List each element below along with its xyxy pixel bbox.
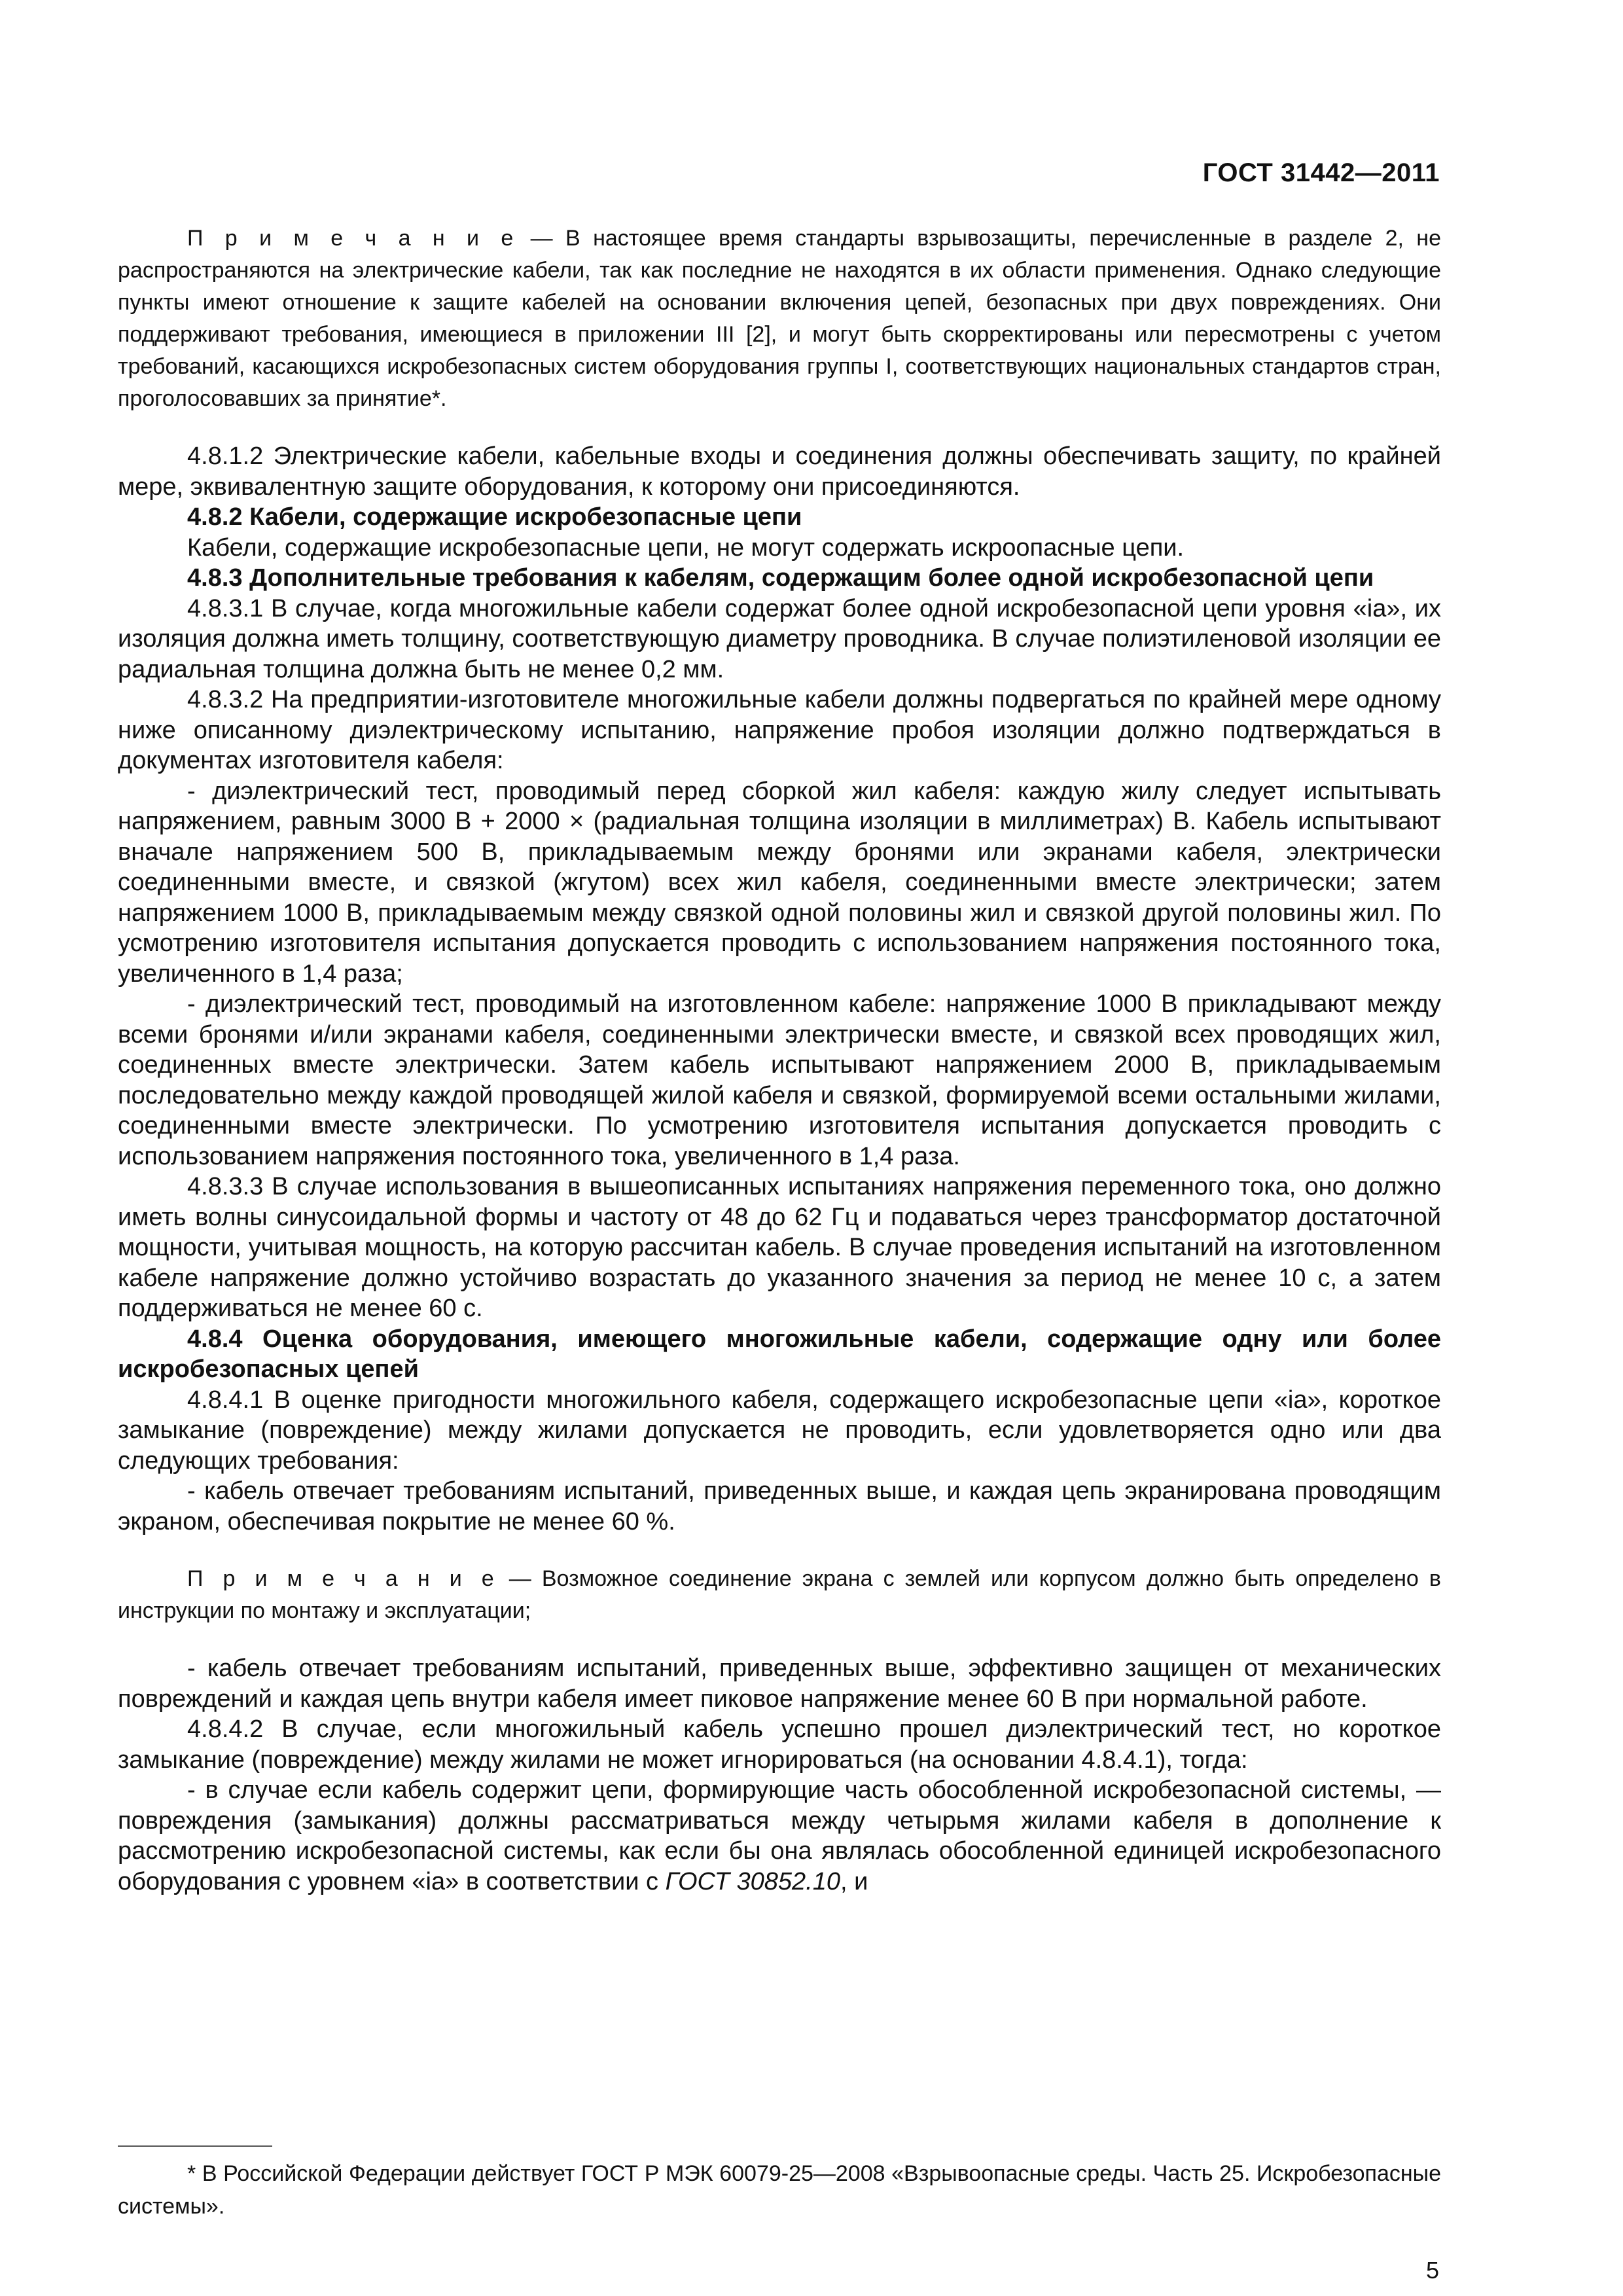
list-item-protected-cable: - кабель отвечает требованиям испытаний, приведенных выше, эффективно защищен от механических повреждений и каждая цепь внутри кабеля имеет пиковое напряжение менее 60 В при нормальной работе. — [118, 1655, 1441, 1713]
list-item-isolated-system — [118, 1775, 1441, 1897]
footnote: * В Российской Федерации действует ГОСТ Р МЭК 60079-25—2008 «Взрывоопасные среды. Часть 25. Искробезопасные системы». — [118, 2161, 1441, 2219]
note-text: — Возможное соединение экрана с землей или корпусом должно быть определено в инструкции по монтажу и эксплуатации; — [118, 1566, 1441, 1623]
page-body — [118, 223, 1441, 1897]
clause-4-8-1-2: 4.8.1.2 Электрические кабели, кабельные входы и соединения должны обеспечивать защиту, по крайней мере, эквивалентную защите оборудования, к которому они присоединяются. — [118, 442, 1441, 501]
clause-4-8-4-1: 4.8.4.1 В оценке пригодности многожильного кабеля, содержащего искробезопасные цепи «ia», короткое замыкание (повреждение) между жилами допускается не проводить, если удовлетворяется одно или два следующих требования: — [118, 1386, 1441, 1475]
list-item-ending: , и — [840, 1867, 868, 1895]
note-paragraph — [118, 1563, 1441, 1627]
list-item-shielded-cable: - кабель отвечает требованиям испытаний, приведенных выше, и каждая цепь экранирована проводящим экраном, обеспечивая покрытие не менее 60 %. — [118, 1477, 1441, 1535]
clause-4-8-4-2: 4.8.4.2 В случае, если многожильный кабель успешно прошел диэлектрический тест, но короткое замыкание (повреждение) между жилами не может игнорироваться (на основании 4.8.4.1), тогда: — [118, 1715, 1441, 1774]
document-code: ГОСТ 31442—2011 — [1202, 158, 1440, 187]
list-item-dielectric-test-finished-cable: - диэлектрический тест, проводимый на изготовленном кабеле: напряжение 1000 В прикладывают между всеми бронями и/или экранами кабеля, соединенными электрически вместе, и связкой всех проводящих жил, соединенных вместе электрически. Затем кабель испытывают напряжением 2000 В, прикладываемым последовательно между каждой проводящей жилой кабеля и связкой, формируемой всеми остальными жилами, соединенными вместе электрически. По усмотрению изготовителя испытания допускается проводить с использованием напряжения постоянного тока, увеличенного в 1,4 раза. — [118, 990, 1441, 1170]
heading-4-8-2: 4.8.2 Кабели, содержащие искробезопасные цепи — [187, 503, 802, 531]
footnote-divider — [118, 2145, 272, 2147]
list-item-text: - в случае если кабель содержит цепи, формирующие часть обособленной искробезопасной системы, — повреждения (замыкания) должны рассматриваться между четырьмя жилами кабеля в дополнение к рассмотрению искробезопасной системы, как если бы она являлась обособленной единицей искробезопасного оборудования с уровнем «ia» в соответствии с — [118, 1776, 1441, 1895]
list-item-dielectric-test-before-assembly: - диэлектрический тест, проводимый перед сборкой жил кабеля: каждую жилу следует испытывать напряжением, равным 3000 В + 2000 × (радиальная толщина изоляции в миллиметрах) В. Кабель испытывают вначале напряжением 500 В, прикладываемым между бронями или экранами кабеля, электрически соединенными вместе, и связкой (жгутом) всех жил кабеля, соединенными вместе электрически; затем напряжением 1000 В, прикладываемым между связкой одной половины жил и связкой другой половины жил. По усмотрению изготовителя испытания допускается проводить с использованием напряжения постоянного тока, увеличенного в 1,4 раза; — [118, 777, 1441, 988]
note-paragraph — [118, 223, 1441, 415]
clause-4-8-3-2: 4.8.3.2 На предприятии-изготовителе многожильные кабели должны подвергаться по крайней мере одному ниже описанному диэлектрическому испытанию, напряжение пробоя изоляции должно подтверждаться в документах изготовителя кабеля: — [118, 686, 1441, 774]
heading-4-8-4: 4.8.4 Оценка оборудования, имеющего многожильные кабели, содержащие одну или более искробезопасных цепей — [118, 1325, 1441, 1383]
note-lead: П р и м е ч а н и е — [187, 226, 518, 251]
standard-reference: ГОСТ 30852.10 — [665, 1867, 841, 1895]
note-text: — В настоящее время стандарты взрывозащиты, перечисленные в разделе 2, не распространяются на электрические кабели, так как последние не находятся в их области применения. Однако следующие пункты имеют отношение к защите кабелей на основании включения цепей, безопасных при двух повреждениях. Они поддерживают требования, имеющиеся в приложении III [2], и могут быть скорректированы или пересмотрены с учетом требований, касающихся искробезопасных систем оборудования группы I, соответствующих национальных стандартов стран, проголосовавших за принятие*. — [118, 226, 1441, 411]
clause-4-8-3-1: 4.8.3.1 В случае, когда многожильные кабели содержат более одной искробезопасной цепи уровня «ia», их изоляция должна иметь толщину, соответствующую диаметру проводника. В случае полиэтиленовой изоляции ее радиальная толщина должна быть не менее 0,2 мм. — [118, 594, 1442, 683]
note-lead: П р и м е ч а н и е — [187, 1566, 499, 1591]
clause-4-8-2-text: Кабели, содержащие искробезопасные цепи, не могут содержать искроопасные цепи. — [187, 533, 1185, 562]
clause-4-8-3-3: 4.8.3.3 В случае использования в вышеописанных испытаниях напряжения переменного тока, оно должно иметь волны синусоидальной формы и частоту от 48 до 62 Гц и подаваться через трансформатор достаточной мощности, учитывая мощность, на которую рассчитан кабель. В случае проведения испытаний на изготовленном кабеле напряжение должно устойчиво возрастать до указанного значения за период не менее 10 с, а затем поддерживаться не менее 60 с. — [118, 1173, 1441, 1322]
page-number: 5 — [1425, 2257, 1439, 2284]
heading-4-8-3: 4.8.3 Дополнительные требования к кабелям, содержащим более одной искробезопасной цепи — [187, 564, 1374, 592]
